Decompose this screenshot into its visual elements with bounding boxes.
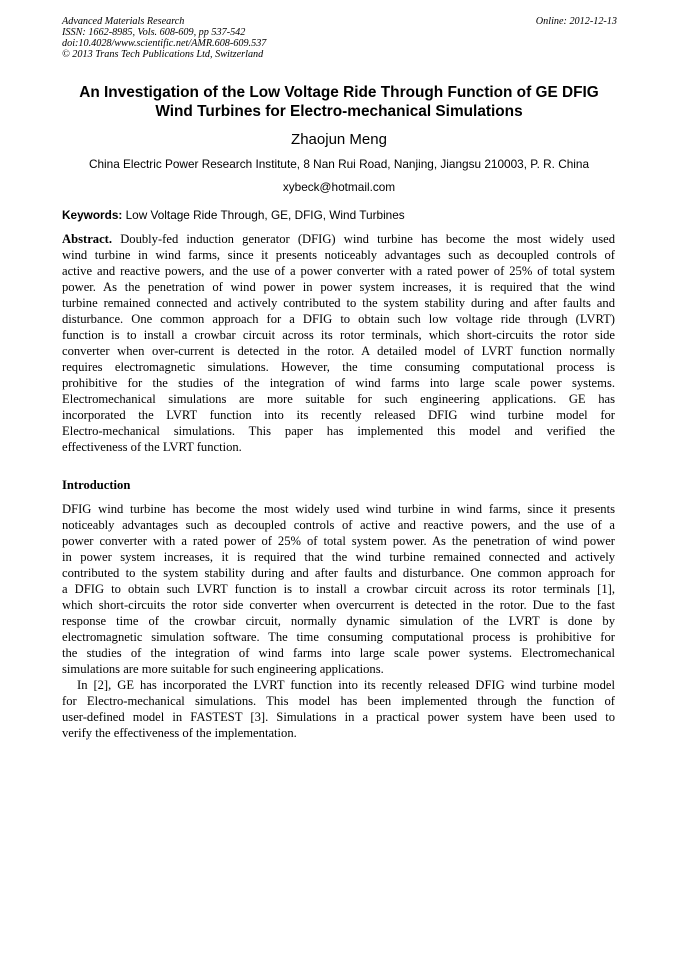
intro-line: DFIG wind turbine has become the most widely used wind turbine in wind farms, since it presents [62,502,615,516]
title-line-1: An Investigation of the Low Voltage Ride Through Function of GE DFIG [79,84,599,101]
intro-line: power converter with a rated power of 25% of total system power. As the penetration of wind power [62,534,615,548]
intro-line: the studies of the integration of wind farms into large scale power systems. Electromechanical [62,646,615,660]
keywords-text: Low Voltage Ride Through, GE, DFIG, Wind Turbines [125,208,405,222]
journal-header [62,16,617,60]
abstract-line: incorporated the LVRT function into its recently released DFIG wind turbine model for [62,408,615,422]
paper-title [40,83,638,121]
abstract-line: disturbance. One common approach for a DFIG to obtain such low voltage ride through (LVRT) [62,312,615,326]
intro-line: noticeably advantages such as decoupled controls of active and reactive powers, and the use of a [62,518,615,532]
issn-line: ISSN: 1662-8985, Vols. 608-609, pp 537-542 [62,27,246,38]
abstract-line: function is to install a crowbar circuit across its rotor terminals, which short-circuits the rotor side [62,328,615,342]
abstract-line: Electro-mechanical simulations. This paper has implemented this model and verified the [62,424,615,438]
section-heading-introduction: Introduction [62,478,131,492]
author-email: xybeck@hotmail.com [282,180,396,194]
abstract-line: Abstract. Doubly-fed induction generator (DFIG) wind turbine has become the most widely used [62,232,615,246]
abstract-line: active and reactive powers, and the use of a power converter with a rated power of 25% of total system [62,264,615,278]
author-affiliation: China Electric Power Research Institute, 8 Nan Rui Road, Nanjing, Jiangsu 210003, P. R. China [88,157,590,171]
intro-line: In [2], GE has incorporated the LVRT function into its recently released DFIG wind turbine model [77,678,615,692]
abstract-line: power. As the penetration of wind power in power system increases, it is required that the wind [62,280,615,294]
intro-line: verify the effectiveness of the implementation. [62,726,297,740]
intro-line: response time of the crowbar circuit, normally dynamic simulation of the LVRT is done by [62,614,615,628]
intro-line: for Electro-mechanical simulations. This model has been implemented through the function of [62,694,615,708]
abstract-line: turbine remained connected and actively contributed to the system stability during and after faults and [62,296,615,310]
doi-line: doi:10.4028/www.scientific.net/AMR.608-609.537 [62,38,267,49]
abstract-line: prohibitive for the studies of the integration of wind farms into large scale power systems. [62,376,615,390]
journal-name: Advanced Materials Research [62,16,185,27]
abstract-label: Abstract. [62,232,113,246]
keywords [62,208,622,222]
abstract-line: effectiveness of the LVRT function. [62,440,242,454]
copyright-line: © 2013 Trans Tech Publications Ltd, Switzerland [62,49,264,60]
intro-line: electromagnetic simulation software. The time consuming computational process is prohibitive for [62,630,615,644]
intro-line: in power system increases, it is required that the wind turbine remained connected and actively [62,550,615,564]
author-name: Zhaojun Meng [291,131,387,148]
keywords-label: Keywords: [62,208,123,222]
intro-line: contributed to the system stability during and after faults and disturbance. One common approach for [62,566,615,580]
abstract-line: Electromechanical simulations are more suitable for such engineering applications. GE has [62,392,615,406]
abstract-line: wind turbine in wind farms, since it presents noticeably advantages such as decoupled controls of [62,248,615,262]
intro-line: simulations are more suitable for such engineering applications. [62,662,384,676]
online-date: Online: 2012-12-13 [535,16,617,27]
intro-line: user-defined model in FASTEST [3]. Simulations in a practical power system have been used to [62,710,615,724]
title-line-2: Wind Turbines for Electro-mechanical Simulations [155,103,523,120]
intro-line: which short-circuits the rotor side converter when overcurrent is detected in the rotor. Due to the fast [62,598,615,612]
abstract-line: requires electromagnetic simulations. However, the time consuming computational process is [62,360,615,374]
intro-line: a DFIG to obtain such LVRT function is to install a crowbar circuit across its rotor terminals [1], [62,582,615,596]
abstract-line: converter when over-current is detected in the rotor. A detailed model of LVRT function normally [62,344,615,358]
